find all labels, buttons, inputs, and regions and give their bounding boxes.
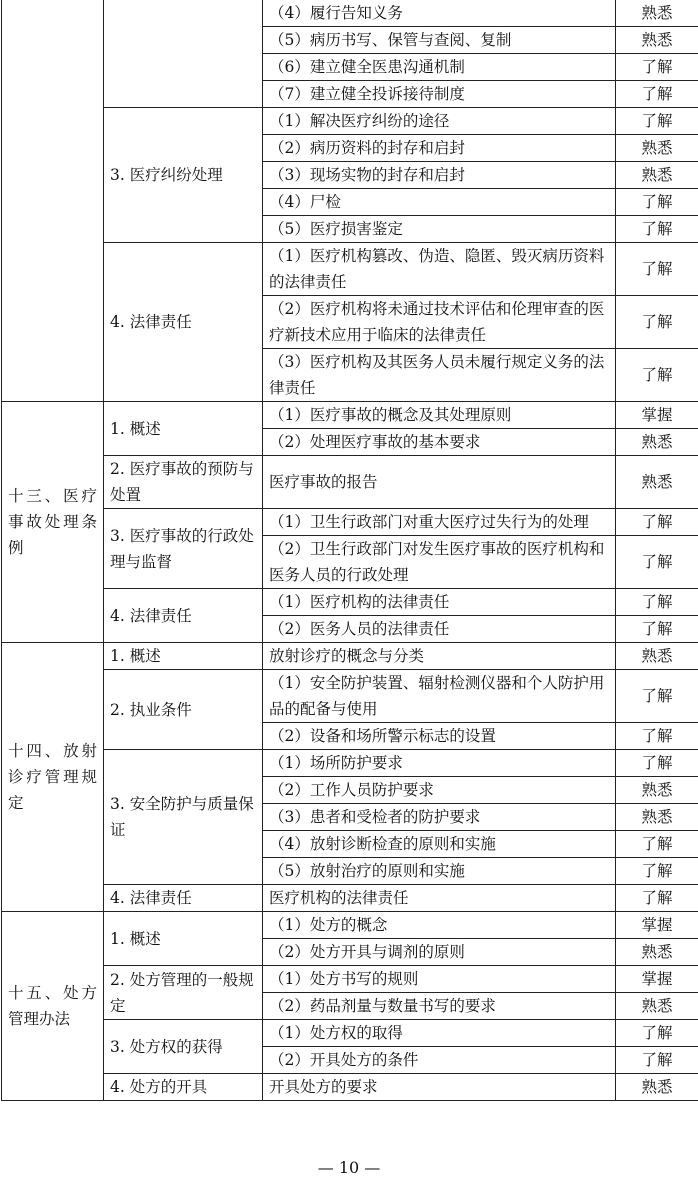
requirement-level: 掌握 [616, 912, 698, 939]
item-text: （1）卫生行政部门对重大医疗过失行为的处理 [263, 509, 616, 536]
requirement-level: 了解 [616, 1047, 698, 1074]
item-text: （1）安全防护装置、辐射检测仪器和个人防护用品的配备与使用 [263, 670, 616, 723]
table-row [2, 750, 698, 777]
item-text: 医疗机构的法律责任 [263, 885, 616, 912]
requirement-level: 掌握 [616, 402, 698, 429]
requirement-level: 了解 [616, 858, 698, 885]
requirement-level: 熟悉 [616, 939, 698, 966]
item-text: （1）医疗机构的法律责任 [263, 589, 616, 616]
requirement-level: 熟悉 [616, 993, 698, 1020]
requirement-level: 了解 [616, 616, 698, 643]
requirement-level: 熟悉 [616, 804, 698, 831]
item-text: （2）卫生行政部门对发生医疗事故的医疗机构和医务人员的行政处理 [263, 536, 616, 589]
section-title: 十五、处方管理办法 [2, 912, 104, 1101]
item-text: （2）设备和场所警示标志的设置 [263, 723, 616, 750]
requirement-level: 了解 [616, 723, 698, 750]
item-text: （2）病历资料的封存和启封 [263, 135, 616, 162]
item-text: （7）建立健全投诉接待制度 [263, 81, 616, 108]
requirement-level: 熟悉 [616, 135, 698, 162]
requirement-level: 熟悉 [616, 456, 698, 509]
item-text: （2）处理医疗事故的基本要求 [263, 429, 616, 456]
item-text: 开具处方的要求 [263, 1074, 616, 1101]
item-text: （1）场所防护要求 [263, 750, 616, 777]
requirement-level: 了解 [616, 885, 698, 912]
item-text: （2）医务人员的法律责任 [263, 616, 616, 643]
section-title: 十四、放射诊疗管理规定 [2, 643, 104, 912]
requirement-level: 了解 [616, 108, 698, 135]
item-text: （3）现场实物的封存和启封 [263, 162, 616, 189]
table-row [2, 643, 698, 670]
requirement-level: 熟悉 [616, 643, 698, 670]
section-title: 十三、医疗事故处理条例 [2, 402, 104, 643]
table-row [2, 456, 698, 509]
item-text: （5）病历书写、保管与查阅、复制 [263, 27, 616, 54]
table-row [2, 509, 698, 536]
requirement-level: 了解 [616, 589, 698, 616]
requirement-level: 熟悉 [616, 1074, 698, 1101]
item-text: （4）放射诊断检查的原则和实施 [263, 831, 616, 858]
topic-name: 2. 医疗事故的预防与处置 [104, 456, 263, 509]
topic-name: 3. 安全防护与质量保证 [104, 750, 263, 885]
item-text: （4）履行告知义务 [263, 0, 616, 27]
item-text: （4）尸检 [263, 189, 616, 216]
topic-name: 2. 执业条件 [104, 670, 263, 750]
item-text: （2）处方开具与调剂的原则 [263, 939, 616, 966]
requirement-level: 熟悉 [616, 777, 698, 804]
topic-name: 4. 法律责任 [104, 243, 263, 402]
table-row [2, 885, 698, 912]
item-text: （5）医疗损害鉴定 [263, 216, 616, 243]
table-row [2, 108, 698, 135]
requirement-level: 了解 [616, 54, 698, 81]
table-row [2, 1074, 698, 1101]
item-text: （1）处方书写的规则 [263, 966, 616, 993]
requirement-level: 熟悉 [616, 429, 698, 456]
item-text: （1）解决医疗纠纷的途径 [263, 108, 616, 135]
table-row [2, 966, 698, 993]
page-number: — 10 — [317, 1158, 381, 1177]
item-text: （2）药品剂量与数量书写的要求 [263, 993, 616, 1020]
requirement-level: 熟悉 [616, 162, 698, 189]
table-row [2, 1020, 698, 1047]
topic-name: 2. 处方管理的一般规定 [104, 966, 263, 1020]
requirement-level: 了解 [616, 243, 698, 296]
item-text: （1）处方的概念 [263, 912, 616, 939]
item-text: 放射诊疗的概念与分类 [263, 643, 616, 670]
item-text: （3）医疗机构及其医务人员未履行规定义务的法律责任 [263, 349, 616, 402]
table-row [2, 589, 698, 616]
requirement-level: 熟悉 [616, 0, 698, 27]
topic-name: 4. 法律责任 [104, 589, 263, 643]
requirement-level: 了解 [616, 189, 698, 216]
requirement-level: 了解 [616, 349, 698, 402]
table-row [2, 912, 698, 939]
item-text: （1）医疗机构篡改、伪造、隐匿、毁灭病历资料的法律责任 [263, 243, 616, 296]
item-text: 医疗事故的报告 [263, 456, 616, 509]
table-row [2, 402, 698, 429]
topic-name [104, 0, 263, 108]
syllabus-table [1, 0, 698, 1101]
requirement-level: 了解 [616, 831, 698, 858]
item-text: （6）建立健全医患沟通机制 [263, 54, 616, 81]
topic-name: 3. 医疗纠纷处理 [104, 108, 263, 243]
item-text: （3）患者和受检者的防护要求 [263, 804, 616, 831]
item-text: （2）医疗机构将未通过技术评估和伦理审查的医疗新技术应用于临床的法律责任 [263, 296, 616, 349]
requirement-level: 了解 [616, 670, 698, 723]
requirement-level: 了解 [616, 536, 698, 589]
requirement-level: 了解 [616, 509, 698, 536]
table-row [2, 0, 698, 27]
topic-name: 1. 概述 [104, 912, 263, 966]
requirement-level: 了解 [616, 81, 698, 108]
requirement-level: 了解 [616, 1020, 698, 1047]
requirement-level: 熟悉 [616, 27, 698, 54]
table-row [2, 670, 698, 723]
topic-name: 3. 处方权的获得 [104, 1020, 263, 1074]
item-text: （2）工作人员防护要求 [263, 777, 616, 804]
table-row [2, 243, 698, 296]
topic-name: 4. 法律责任 [104, 885, 263, 912]
requirement-level: 了解 [616, 296, 698, 349]
section-title [2, 0, 104, 402]
topic-name: 4. 处方的开具 [104, 1074, 263, 1101]
requirement-level: 了解 [616, 216, 698, 243]
topic-name: 1. 概述 [104, 402, 263, 456]
item-text: （1）处方权的取得 [263, 1020, 616, 1047]
item-text: （1）医疗事故的概念及其处理原则 [263, 402, 616, 429]
requirement-level: 掌握 [616, 966, 698, 993]
requirement-level: 了解 [616, 750, 698, 777]
item-text: （2）开具处方的条件 [263, 1047, 616, 1074]
topic-name: 3. 医疗事故的行政处理与监督 [104, 509, 263, 589]
topic-name: 1. 概述 [104, 643, 263, 670]
item-text: （5）放射治疗的原则和实施 [263, 858, 616, 885]
